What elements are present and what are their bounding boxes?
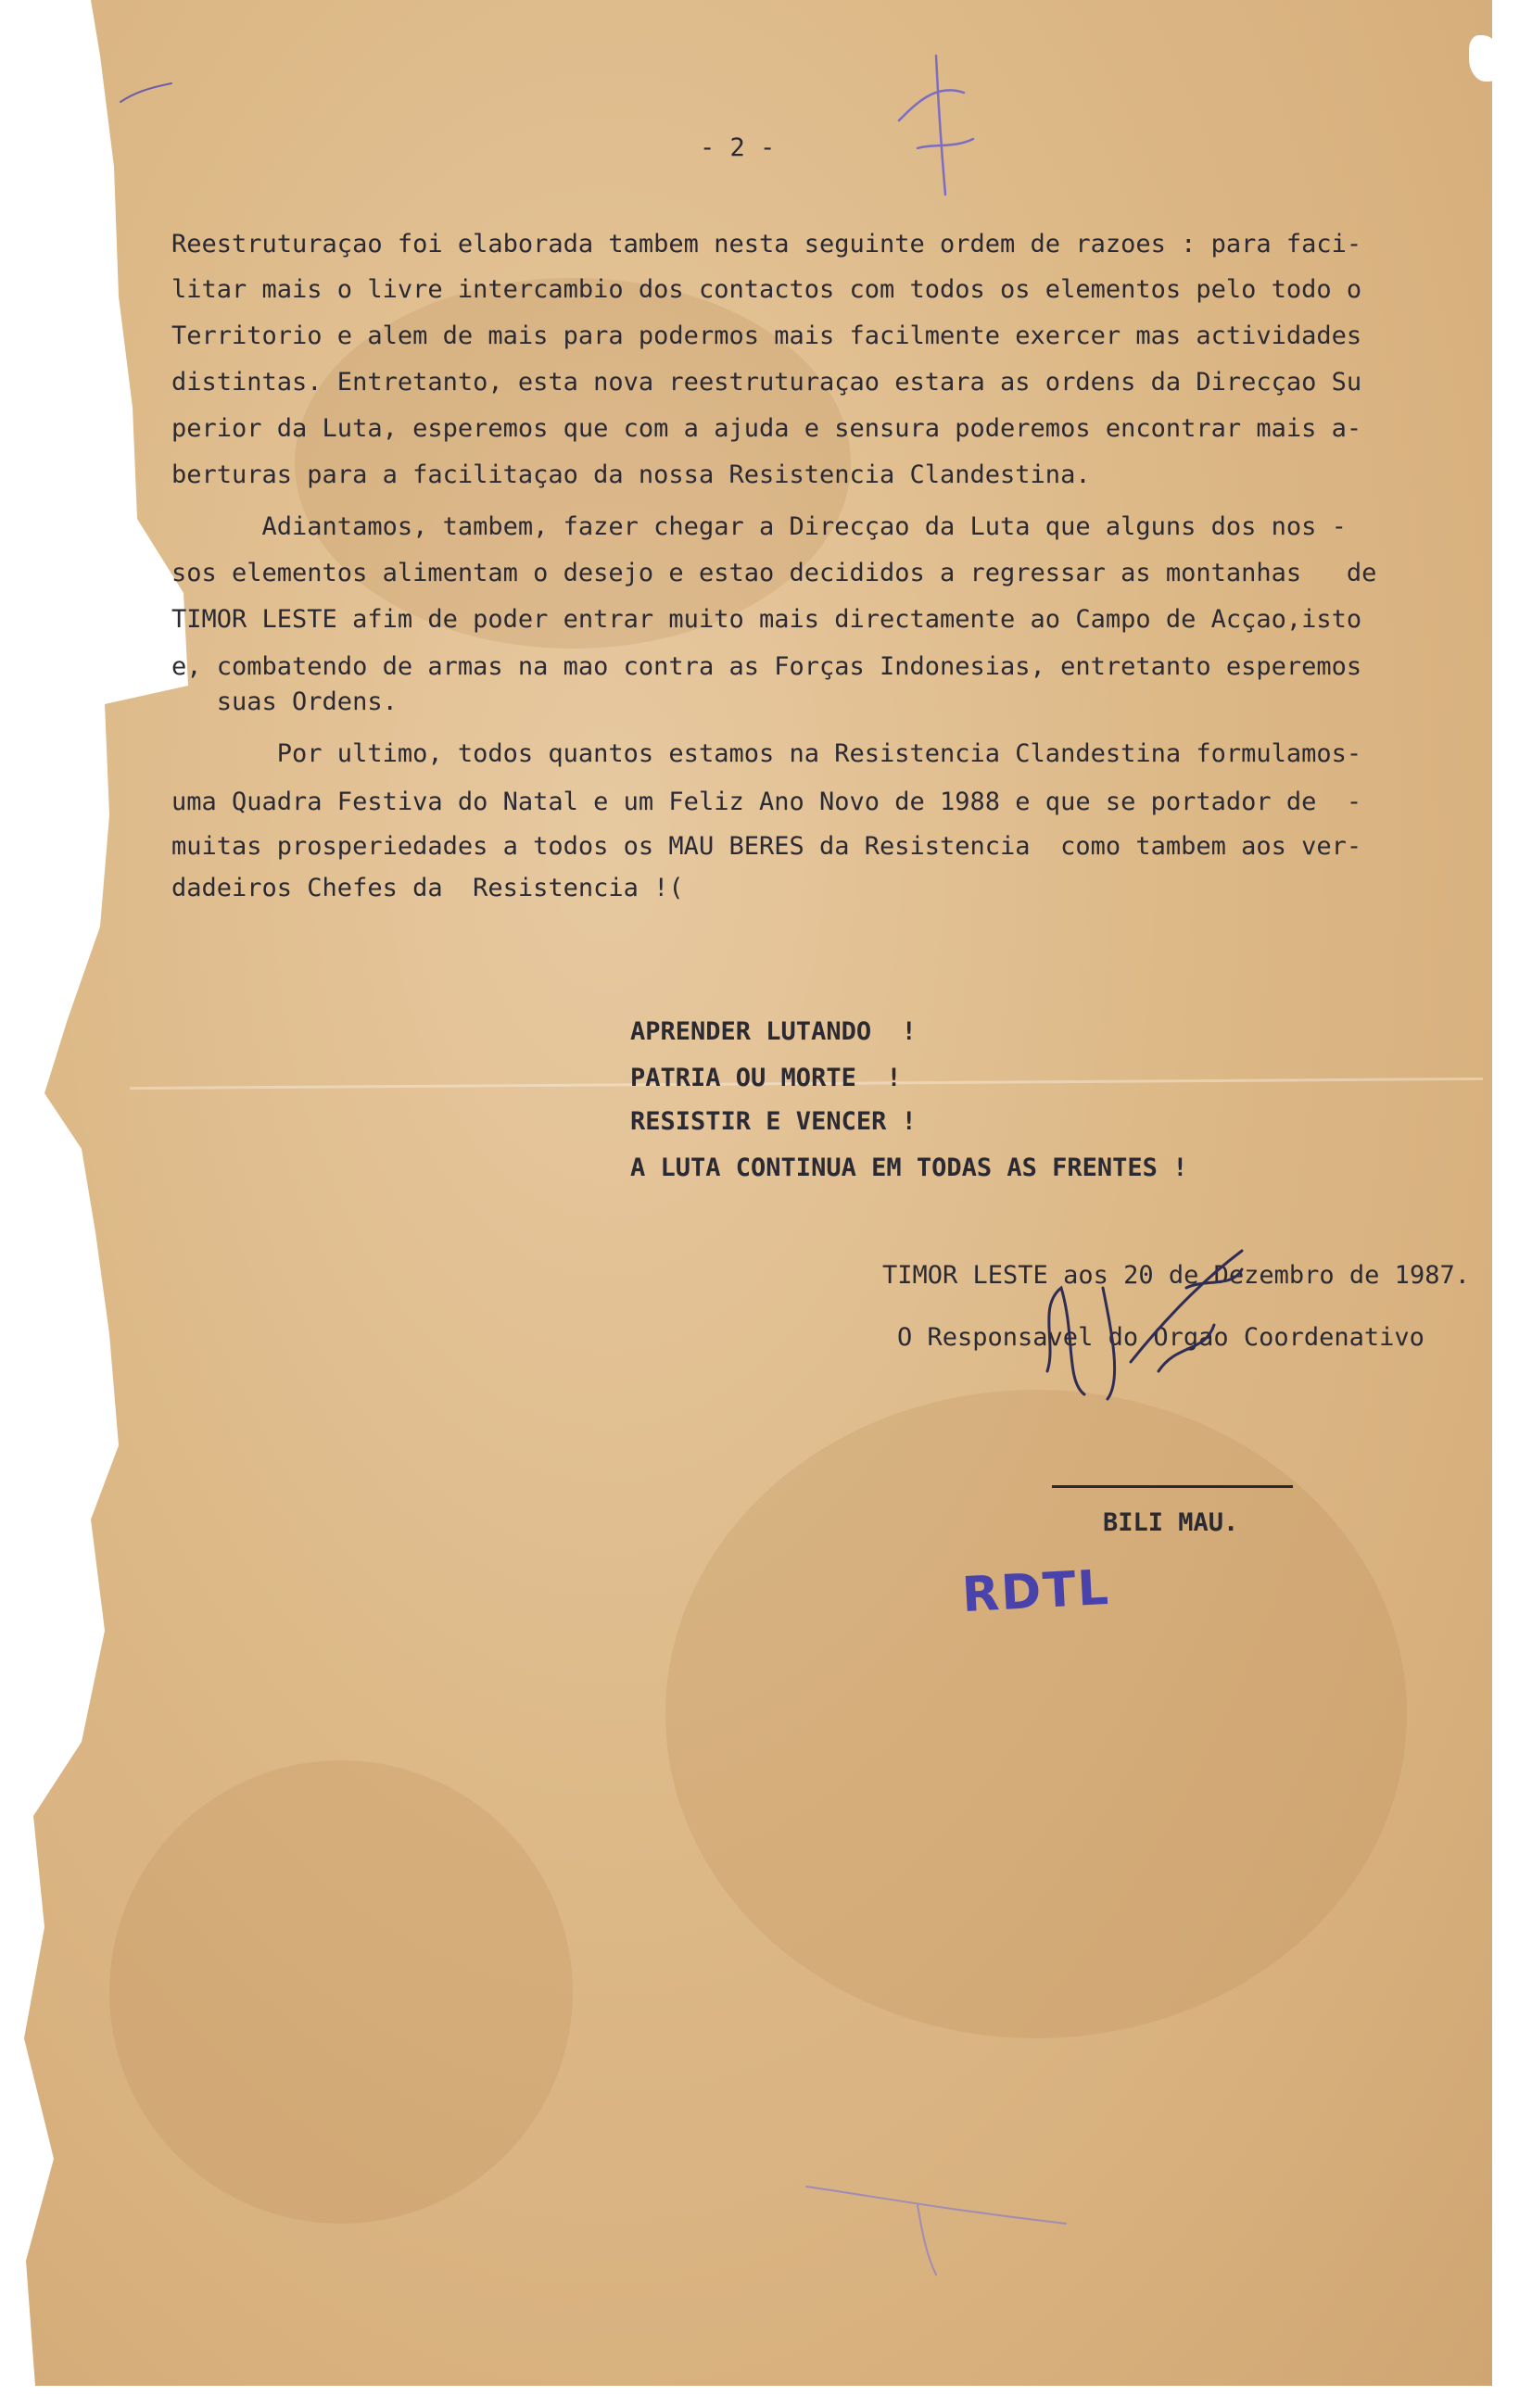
stamp: RDTL [960,1559,1112,1624]
signatory-title: O Responsavel do Orgao Coordenativo [897,1323,1424,1352]
body-line: perior da Luta, esperemos que com a ajuda e sensura poderemos encontrar mais a- [171,414,1362,443]
slogan-line: APRENDER LUTANDO ! [630,1017,917,1046]
body-line: Por ultimo, todos quantos estamos na Resistencia Clandestina formulamos- [171,739,1362,768]
body-line: berturas para a facilitaçao da nossa Resistencia Clandestina. [171,460,1091,489]
body-line: Territorio e alem de mais para podermos mais facilmente exercer mas actividades [171,321,1362,350]
body-line: distintas. Entretanto, esta nova reestruturaçao estara as ordens da Direcçao Su [171,368,1362,397]
pen-annotation-icon [111,65,185,120]
body-line: muitas prosperiedades a todos os MAU BERES da Resistencia como tambem aos ver- [171,832,1362,861]
body-line: suas Ordens. [171,687,398,716]
paper-tear [1469,35,1502,82]
signature-icon [1019,1232,1316,1418]
body-line: TIMOR LESTE afim de poder entrar muito mais directamente ao Campo de Acçao,isto [171,605,1362,634]
body-line: uma Quadra Festiva do Natal e um Feliz Ano Novo de 1988 e que se portador de - [171,788,1362,816]
signatory-name: BILI MAU. [1103,1508,1239,1537]
aged-paper-sheet [17,0,1492,2386]
place-date: TIMOR LESTE aos 20 de Dezembro de 1987. [882,1261,1470,1290]
slogan-line: A LUTA CONTINUA EM TODAS AS FRENTES ! [630,1154,1188,1182]
signature-line [1052,1485,1293,1488]
body-line: Adiantamos, tambem, fazer chegar a Direcçao da Luta que alguns dos nos - [171,512,1347,541]
body-line: dadeiros Chefes da Resistencia !( [171,874,684,902]
body-line: Reestruturaçao foi elaborada tambem nesta seguinte ordem de razoes : para faci- [171,230,1362,258]
body-line: litar mais o livre intercambio dos contactos com todos os elementos pelo todo o [171,275,1362,304]
paper-stain [109,1760,573,2224]
body-line: e, combatendo de armas na mao contra as Forças Indonesias, entretanto esperemos [171,652,1362,681]
page-number: - 2 - [700,133,776,162]
slogan-line: PATRIA OU MORTE ! [630,1064,902,1092]
paper-stain [665,1390,1407,2038]
slogan-line: RESISTIR E VENCER ! [630,1107,917,1136]
pen-annotation-icon [880,37,992,204]
pen-annotation-icon [797,2168,1075,2279]
body-line: sos elementos alimentam o desejo e estao decididos a regressar as montanhas de [171,559,1377,587]
